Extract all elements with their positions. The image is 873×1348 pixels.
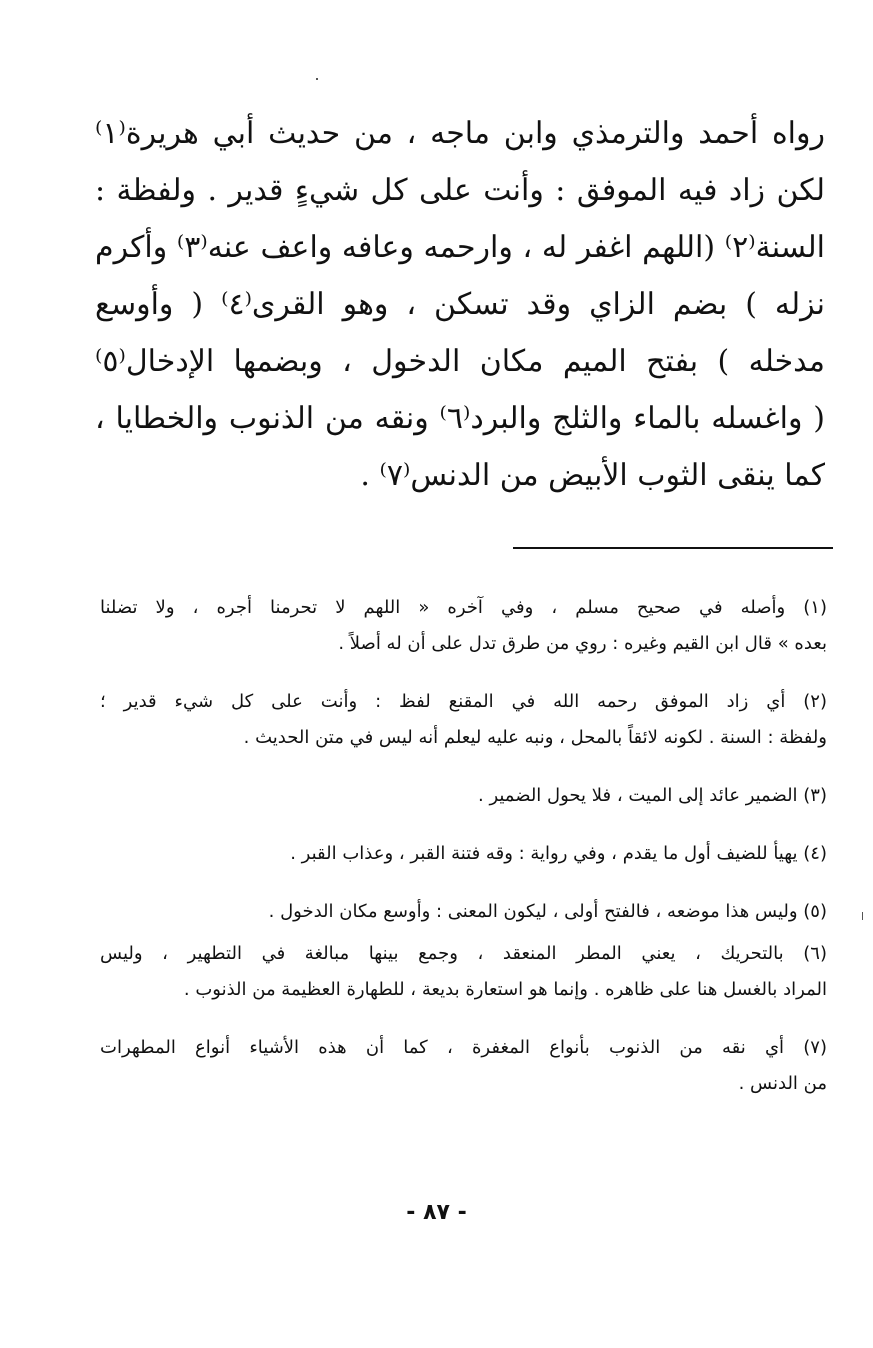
footnote-line: من الدنس . xyxy=(738,1073,827,1094)
footnote-line: (٣) الضمير عائد إلى الميت ، فلا يحول الضمير . xyxy=(478,785,827,806)
footnote-line: (١) وأصله في صحيح مسلم ، وفي آخره « اللهم لا تحرمنا أجره ، ولا تضلنا xyxy=(100,597,827,618)
footnote-line: المراد بالغسل هنا على ظاهره . وإنما هو استعارة بديعة ، للطهارة العظيمة من الذنوب . xyxy=(183,979,827,1000)
footnotes xyxy=(100,590,827,1124)
footnote-7 xyxy=(100,1030,827,1102)
main-text-line: رواه أحمد والترمذي وابن ماجه ، من حديث أبي هريرة⁽١⁾ xyxy=(95,116,825,151)
footnote-line: (٥) وليس هذا موضعه ، فالفتح أولى ، ليكون المعنى : وأوسع مكان الدخول . xyxy=(268,901,827,922)
main-text-line: كما ينقى الثوب الأبيض من الدنس⁽٧⁾ . xyxy=(360,458,825,493)
scan-speck xyxy=(862,912,863,920)
footnote-divider xyxy=(513,547,833,549)
footnote-line: (٧) أي نقه من الذنوب بأنواع المغفرة ، كما أن هذه الأشياء أنواع المطهرات xyxy=(100,1037,827,1058)
footnote-line: بعده » قال ابن القيم وغيره : روي من طرق تدل على أن له أصلاً . xyxy=(338,633,827,654)
footnote-line: (٤) يهيأ للضيف أول ما يقدم ، وفي رواية : وقه فتنة القبر ، وعذاب القبر . xyxy=(290,843,827,864)
footnote-3 xyxy=(100,778,827,814)
footnote-4 xyxy=(100,836,827,872)
main-text-line: مدخله ) بفتح الميم مكان الدخول ، وبضمها الإدخال⁽٥⁾ xyxy=(95,344,825,379)
main-text-line: لكن زاد فيه الموفق : وأنت على كل شيءٍ قدير . ولفظة : xyxy=(95,173,825,208)
main-text-line: السنة⁽٢⁾ (اللهم اغفر له ، وارحمه وعافه واعف عنه⁽٣⁾ وأكرم xyxy=(95,230,825,265)
footnote-line: (٦) بالتحريك ، يعني المطر المنعقد ، وجمع بينها مبالغة في التطهير ، وليس xyxy=(100,943,827,964)
scan-speck xyxy=(316,78,318,80)
footnote-5 xyxy=(100,894,827,930)
page-number: - ٨٧ - xyxy=(406,1200,467,1225)
footnote-1 xyxy=(100,590,827,662)
footnote-line: (٢) أي زاد الموفق رحمه الله في المقنع لفظ : وأنت على كل شيء قدير ؛ xyxy=(100,691,827,712)
footnote-2 xyxy=(100,684,827,756)
footnote-6 xyxy=(100,936,827,1008)
main-text-line: نزله ) بضم الزاي وقد تسكن ، وهو القرى⁽٤⁾ ( وأوسع xyxy=(95,287,825,322)
main-text-line: ( واغسله بالماء والثلج والبرد⁽٦⁾ ونقه من الذنوب والخطايا ، xyxy=(95,401,825,436)
main-text xyxy=(95,105,825,504)
footnote-line: ولفظة : السنة . لكونه لائقاً بالمحل ، ونبه عليه ليعلم أنه ليس في متن الحديث . xyxy=(243,727,827,748)
